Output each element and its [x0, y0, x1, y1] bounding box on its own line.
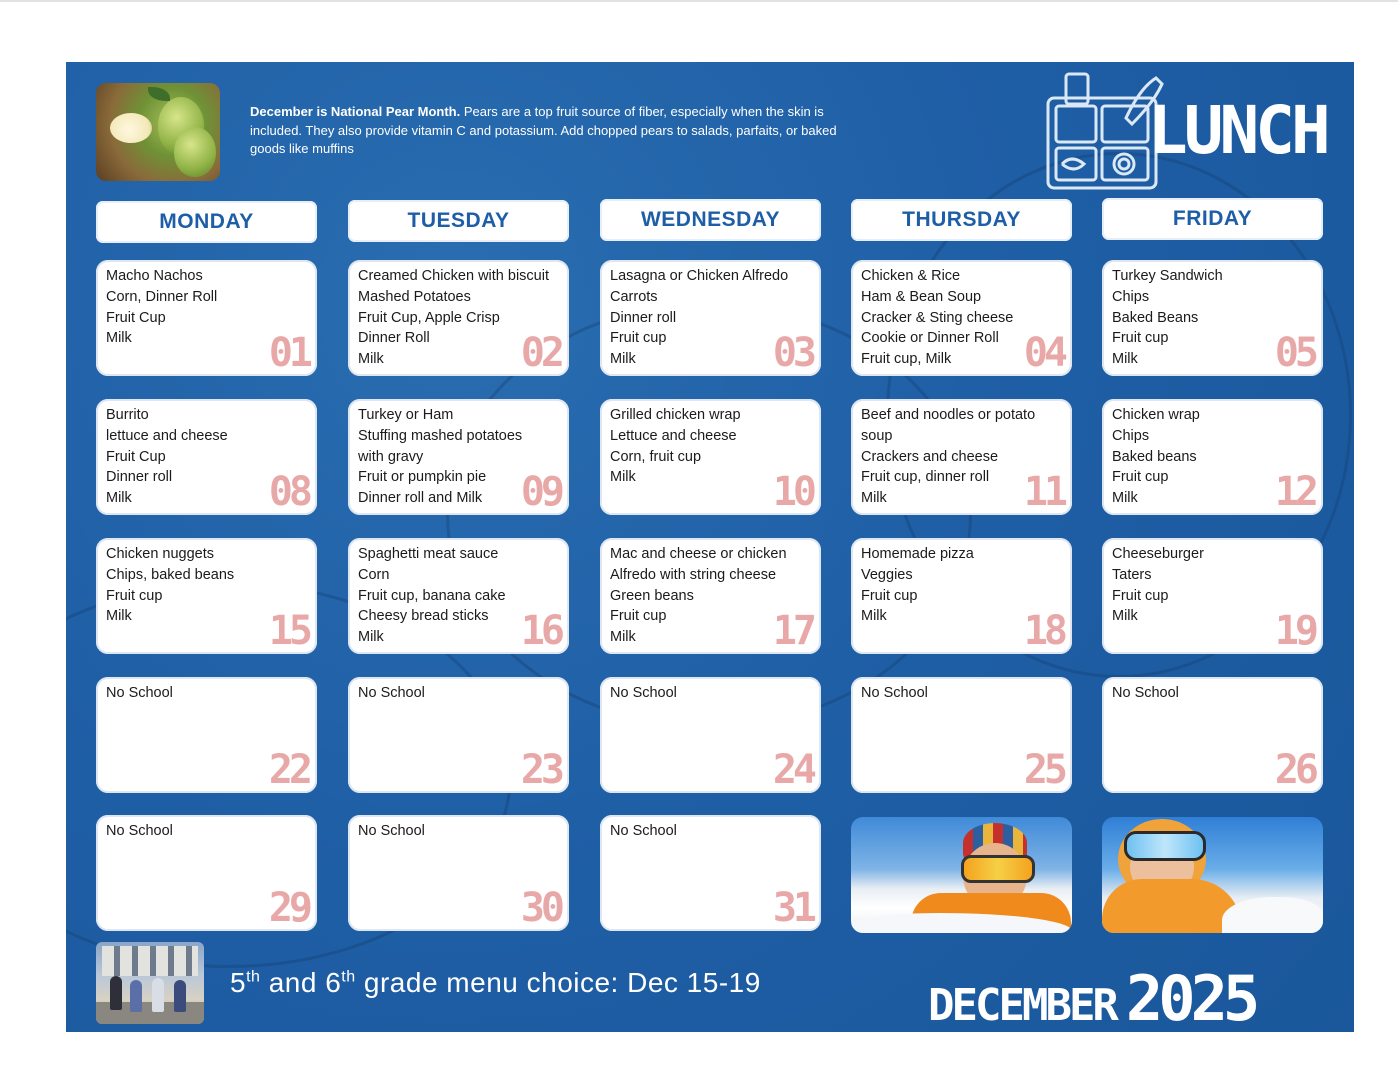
day-cell-17 [600, 538, 821, 654]
menu-item: Veggies [861, 566, 913, 583]
menu-item: Mashed Potatoes [358, 288, 471, 305]
menu-item: Fruit cup [861, 587, 918, 604]
menu-choice-text: grade menu choice: Dec 15-19 [355, 967, 761, 998]
day-cell-24 [600, 677, 821, 793]
pear-month-intro [250, 103, 850, 159]
day-cell-16 [348, 538, 569, 654]
menu-item: Milk [1112, 351, 1138, 368]
menu-item: Milk [106, 608, 132, 625]
menu-item: No School [861, 685, 928, 701]
menu-item: Fruit cup [1112, 330, 1169, 347]
grade-and: and [260, 967, 326, 998]
lunch-menu-poster [66, 62, 1354, 1032]
date-number: 12 [1274, 469, 1315, 515]
menu-item: Fruit or pumpkin pie [358, 469, 487, 486]
skier-kid-photo [851, 817, 1072, 933]
day-cell-26 [1102, 677, 1323, 793]
menu-item: Creamed Chicken with biscuit [358, 268, 549, 284]
menu-item: Chicken & Rice [861, 268, 961, 284]
date-number: 19 [1274, 608, 1315, 654]
menu-item: Milk [861, 490, 887, 507]
menu-item: No School [358, 823, 425, 839]
menu-item: lettuce and cheese [106, 427, 228, 444]
menu-item: Chips, baked beans [106, 566, 235, 583]
menu-item: Milk [861, 608, 887, 625]
menu-item: Fruit cup, dinner roll [861, 469, 990, 486]
menu-item: Crackers and cheese [861, 448, 999, 465]
menu-item: Spaghetti meat sauce [358, 546, 499, 562]
menu-item: Fruit cup [1112, 587, 1169, 604]
intro-heading: December is National Pear Month. [250, 104, 461, 119]
menu-item: Green beans [610, 587, 694, 604]
menu-item: Corn, fruit cup [610, 448, 702, 465]
day-cell-29 [96, 815, 317, 931]
menu-item: Baked beans [1112, 448, 1197, 465]
date-number: 24 [772, 747, 813, 793]
top-border [0, 0, 1398, 2]
date-number: 17 [772, 608, 813, 654]
date-number: 16 [520, 608, 561, 654]
students-photo [96, 942, 204, 1024]
day-header-tuesday: TUESDAY [348, 200, 569, 242]
menu-item: Grilled chicken wrap [610, 407, 741, 423]
menu-item: Fruit cup [1112, 469, 1169, 486]
menu-item: Fruit cup [106, 587, 163, 604]
menu-item: Milk [358, 629, 384, 646]
menu-item: with gravy [358, 448, 424, 465]
menu-item: Corn, Dinner Roll [106, 288, 218, 305]
date-number: 15 [268, 608, 309, 654]
menu-item: soup [861, 427, 893, 444]
menu-item: Taters [1112, 566, 1152, 583]
month-year-title [928, 962, 1255, 1032]
date-number: 25 [1023, 747, 1064, 793]
day-cell-25 [851, 677, 1072, 793]
grade-6: 6 [325, 967, 342, 998]
menu-item: Milk [358, 351, 384, 368]
year-label: 2025 [1125, 962, 1256, 1032]
menu-item: No School [106, 823, 173, 839]
menu-item: Ham & Bean Soup [861, 288, 982, 305]
menu-item: Lasagna or Chicken Alfredo [610, 268, 789, 284]
menu-item: Chips [1112, 288, 1150, 305]
date-number: 11 [1023, 469, 1064, 515]
date-number: 23 [520, 747, 561, 793]
intro-body: Pears are a top fruit source of fiber, especially when the skin is included. They also provide vitamin C and potassium. Add chopped pears to salads, parfaits, or baked goods like muffins [250, 104, 837, 156]
menu-item: Fruit cup, banana cake [358, 587, 506, 604]
menu-item: Stuffing mashed potatoes [358, 427, 523, 444]
day-cell-30 [348, 815, 569, 931]
grade-5: 5 [230, 967, 247, 998]
menu-item: Baked Beans [1112, 309, 1199, 326]
menu-item: Chicken nuggets [106, 546, 215, 562]
menu-item: Milk [610, 351, 636, 368]
day-cell-22 [96, 677, 317, 793]
day-cell-01 [96, 260, 317, 376]
pear-image [174, 127, 216, 177]
menu-item: No School [106, 685, 173, 701]
menu-item: Fruit cup, Milk [861, 351, 952, 368]
date-number: 22 [268, 747, 309, 793]
menu-item: Milk [1112, 490, 1138, 507]
menu-item: Milk [610, 629, 636, 646]
date-number: 10 [772, 469, 813, 515]
day-cell-18 [851, 538, 1072, 654]
menu-item: Cheeseburger [1112, 546, 1204, 562]
menu-item: Turkey or Ham [358, 407, 454, 423]
menu-item: Cheesy bread sticks [358, 608, 489, 625]
grade-menu-choice [230, 967, 761, 999]
menu-item: Fruit Cup [106, 309, 166, 326]
menu-item: Alfredo with string cheese [610, 566, 777, 583]
menu-item: Dinner roll and Milk [358, 490, 483, 507]
day-cell-02 [348, 260, 569, 376]
date-number: 03 [772, 330, 813, 376]
pear-photo [96, 83, 220, 181]
day-cell-09 [348, 399, 569, 515]
month-label: DECEMBER [928, 980, 1116, 1031]
day-cell-10 [600, 399, 821, 515]
menu-item: Milk [106, 490, 132, 507]
leaf-image [148, 87, 170, 101]
menu-item: No School [358, 685, 425, 701]
menu-item: Milk [106, 330, 132, 347]
date-number: 29 [268, 885, 309, 931]
menu-item: Fruit Cup [106, 448, 166, 465]
date-number: 26 [1274, 747, 1315, 793]
menu-item: Milk [1112, 608, 1138, 625]
menu-item: Fruit cup [610, 330, 667, 347]
date-number: 02 [520, 330, 561, 376]
day-cell-04 [851, 260, 1072, 376]
menu-item: Cookie or Dinner Roll [861, 330, 999, 347]
menu-item: Corn [358, 566, 390, 583]
menu-item: Lettuce and cheese [610, 427, 737, 444]
menu-item: Milk [610, 469, 636, 486]
snow-kid-photo [1102, 817, 1323, 933]
day-header-monday: MONDAY [96, 201, 317, 243]
date-number: 05 [1274, 330, 1315, 376]
day-cell-08 [96, 399, 317, 515]
date-number: 30 [520, 885, 561, 931]
menu-item: No School [610, 823, 677, 839]
menu-item: Homemade pizza [861, 546, 974, 562]
menu-item: Dinner roll [106, 469, 173, 486]
day-cell-03 [600, 260, 821, 376]
menu-item: Dinner roll [610, 309, 677, 326]
day-cell-31 [600, 815, 821, 931]
day-cell-12 [1102, 399, 1323, 515]
date-number: 18 [1023, 608, 1064, 654]
date-number: 31 [772, 885, 813, 931]
menu-item: Burrito [106, 407, 149, 423]
day-cell-05 [1102, 260, 1323, 376]
date-number: 09 [520, 469, 561, 515]
menu-item: Cracker & Sting cheese [861, 309, 1014, 326]
menu-item: Macho Nachos [106, 268, 203, 284]
date-number: 04 [1023, 330, 1064, 376]
date-number: 08 [268, 469, 309, 515]
menu-item: Chips [1112, 427, 1150, 444]
pear-slice-image [110, 113, 152, 143]
day-cell-19 [1102, 538, 1323, 654]
day-header-thursday: THURSDAY [851, 199, 1072, 241]
day-cell-11 [851, 399, 1072, 515]
day-header-friday: FRIDAY [1102, 198, 1323, 240]
day-cell-23 [348, 677, 569, 793]
menu-item: Dinner Roll [358, 330, 430, 347]
menu-item: No School [610, 685, 677, 701]
day-cell-15 [96, 538, 317, 654]
menu-item: No School [1112, 685, 1179, 701]
menu-item: Fruit cup [610, 608, 667, 625]
grade-6-suffix: th [341, 968, 356, 986]
menu-item: Chicken wrap [1112, 407, 1200, 423]
menu-item: Beef and noodles or potato [861, 407, 1036, 423]
menu-item: Mac and cheese or chicken [610, 546, 787, 562]
grade-5-suffix: th [246, 968, 261, 986]
day-header-wednesday: WEDNESDAY [600, 199, 821, 241]
menu-item: Carrots [610, 288, 658, 305]
date-number: 01 [268, 330, 309, 376]
menu-item: Turkey Sandwich [1112, 268, 1223, 284]
lunch-logo-word: LUNCH [1148, 92, 1327, 169]
menu-item: Fruit Cup, Apple Crisp [358, 309, 500, 326]
